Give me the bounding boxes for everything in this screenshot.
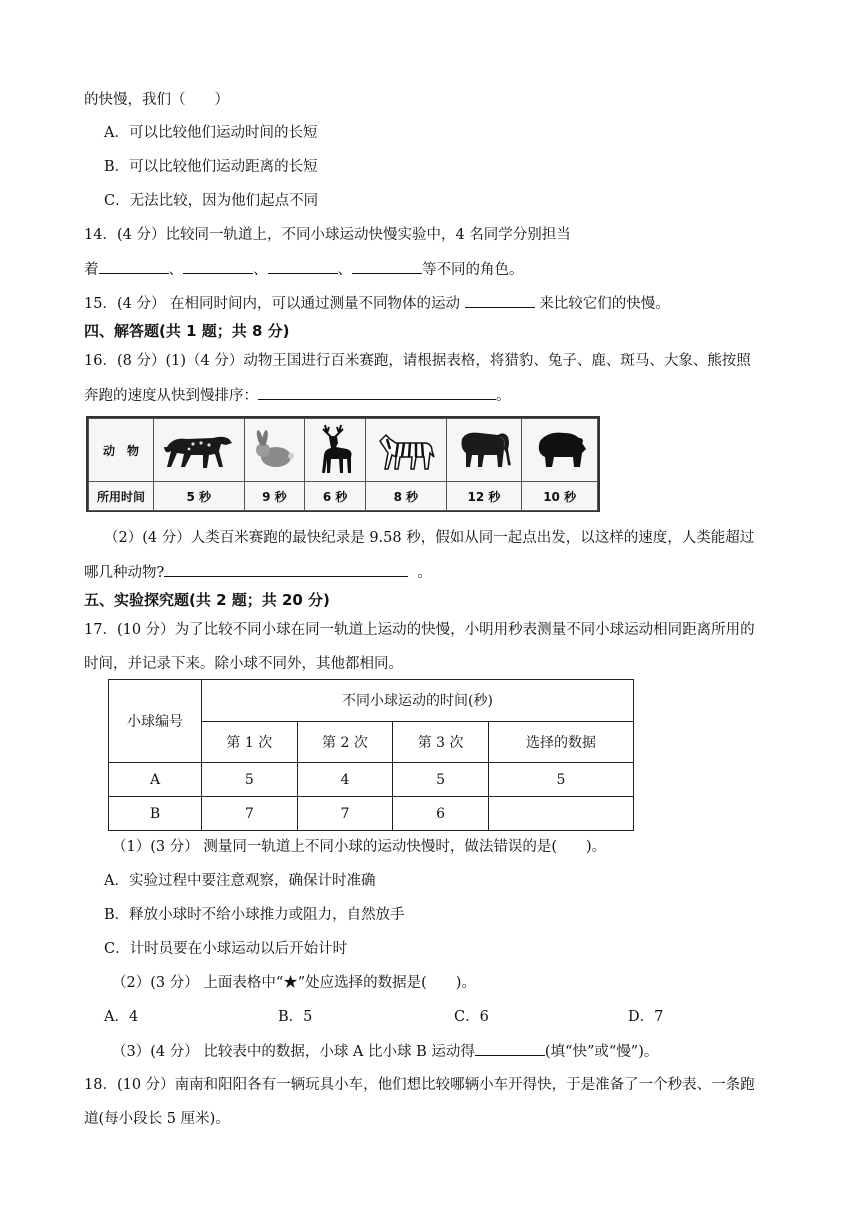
zebra-icon [374, 427, 438, 471]
time-cell: 5 秒 [154, 482, 245, 511]
q17-stem-1: 17．(10 分）为了比较不同小球在同一轨道上运动的快慢，小明用秒表测量不同小球运动相同距离所用的 [84, 622, 755, 638]
table-cell: 6 [393, 797, 489, 831]
q14-stem: 14．(4 分）比较同一轨道上，不同小球运动快慢实验中，4 名同学分别担当 [84, 227, 571, 243]
q14-suffix: 等不同的角色。 [422, 262, 524, 278]
elephant-cell [446, 419, 522, 482]
trial-header: 第 1 次 [202, 721, 298, 763]
animal-row-label: 动 物 [89, 419, 154, 482]
q16-order-prefix: 奔跑的速度从快到慢排序： [84, 388, 258, 404]
q17-part2-option-d: D．7 [628, 1009, 664, 1025]
q16-order-end: 。 [496, 388, 511, 404]
table-cell: 7 [202, 797, 298, 831]
cheetah-cell [154, 419, 245, 482]
time-cell: 9 秒 [244, 482, 305, 511]
section-five-heading: 五、实验探究题(共 2 题；共 20 分) [84, 591, 330, 609]
q13-tail-text: 的快慢，我们（ ） [84, 92, 229, 108]
q15-suffix: 来比较它们的快慢。 [534, 296, 670, 312]
rabbit-cell [244, 419, 305, 482]
q13-option-b: B．可以比较他们运动距离的长短 [104, 159, 318, 175]
q15-prefix: 15．(4 分） 在相同时间内，可以通过测量不同物体的运动 [84, 296, 465, 312]
animal-race-table [86, 416, 600, 512]
answer-blank[interactable] [475, 1041, 545, 1056]
q13-option-c: C．无法比较，因为他们起点不同 [104, 193, 319, 209]
q17-part2-stem: （2）(3 分） 上面表格中“★”处应选择的数据是( )。 [112, 975, 476, 991]
q16-part2-end: 。 [417, 565, 432, 581]
table-cell: 4 [297, 763, 393, 797]
q17-part3-line [112, 1041, 658, 1062]
ball-id-cell: B [109, 797, 202, 831]
separator: 、 [168, 262, 183, 278]
table-cell: 7 [297, 797, 393, 831]
bear-icon [530, 427, 590, 471]
answer-blank[interactable] [258, 385, 496, 400]
q16-stem: 16．(8 分）(1)（4 分）动物王国进行百米赛跑，请根据表格，将猎豹、兔子、鹿、斑马、大象、熊按照 [84, 353, 751, 369]
answer-blank[interactable] [99, 259, 169, 274]
q14-blanks-line [84, 259, 524, 280]
q16-part2-prefix: 哪几种动物? [84, 565, 165, 581]
answer-blank[interactable] [352, 259, 422, 274]
ball-id-header: 小球编号 [109, 680, 202, 763]
table-cell: 5 [202, 763, 298, 797]
q16-part2-stem: （2）(4 分）人类百米赛跑的最快纪录是 9.58 秒，假如从同一起点出发，以这样的速度，人类能超过 [104, 530, 755, 546]
q17-stem-2: 时间，并记录下来。除小球不同外，其他都相同。 [84, 656, 403, 672]
answer-blank[interactable] [268, 259, 338, 274]
ball-time-table [108, 679, 634, 831]
answer-blank[interactable] [465, 293, 535, 308]
cheetah-icon [163, 427, 235, 471]
q13-option-a: A．可以比较他们运动时间的长短 [104, 125, 318, 141]
time-cell: 12 秒 [446, 482, 522, 511]
q17-part2-option-b: B．5 [278, 1009, 313, 1025]
time-row-label: 所用时间 [89, 482, 154, 511]
ball-id-cell: A [109, 763, 202, 797]
separator: 、 [253, 262, 268, 278]
time-cell: 8 秒 [366, 482, 447, 511]
table-cell: 5 [488, 763, 633, 797]
rabbit-icon [250, 429, 298, 469]
answer-blank[interactable] [164, 562, 408, 577]
separator: 、 [337, 262, 352, 278]
answer-blank[interactable] [183, 259, 253, 274]
q14-prefix: 着 [84, 262, 99, 278]
q16-order-line [84, 385, 511, 406]
q17-part1-stem: （1）(3 分） 测量同一轨道上不同小球的运动快慢时，做法错误的是( )。 [112, 839, 607, 855]
time-cell: 10 秒 [522, 482, 598, 511]
q17-part1-option-a: A．实验过程中要注意观察，确保计时准确 [104, 873, 376, 889]
q17-part3-prefix: （3）(4 分） 比较表中的数据，小球 A 比小球 B 运动得 [112, 1044, 475, 1060]
time-group-header: 不同小球运动的时间(秒) [202, 680, 634, 722]
table-cell [488, 797, 633, 831]
elephant-icon [454, 427, 514, 471]
table-cell: 5 [393, 763, 489, 797]
bear-cell [522, 419, 598, 482]
deer-cell [305, 419, 366, 482]
q17-part3-suffix: (填“快”或“慢”)。 [544, 1044, 659, 1060]
q18-stem-2: 道(每小段长 5 厘米)。 [84, 1111, 230, 1127]
trial-header: 第 2 次 [297, 721, 393, 763]
q15-line [84, 293, 670, 314]
q17-part1-option-b: B．释放小球时不给小球推力或阻力，自然放手 [104, 907, 405, 923]
deer-icon [311, 423, 359, 475]
q18-stem-1: 18．(10 分）南南和阳阳各有一辆玩具小车，他们想比较哪辆小车开得快，于是准备了一个秒表、一条跑 [84, 1077, 755, 1093]
q17-part2-option-a: A．4 [104, 1009, 139, 1025]
q16-part2-blank-line [84, 562, 432, 583]
q17-part2-option-c: C．6 [454, 1009, 489, 1025]
time-cell: 6 秒 [305, 482, 366, 511]
trial-header: 第 3 次 [393, 721, 489, 763]
q17-part1-option-c: C．计时员要在小球运动以后开始计时 [104, 941, 348, 957]
section-four-heading: 四、解答题(共 1 题；共 8 分) [84, 322, 290, 340]
selected-data-header: 选择的数据 [488, 721, 633, 763]
zebra-cell [366, 419, 447, 482]
